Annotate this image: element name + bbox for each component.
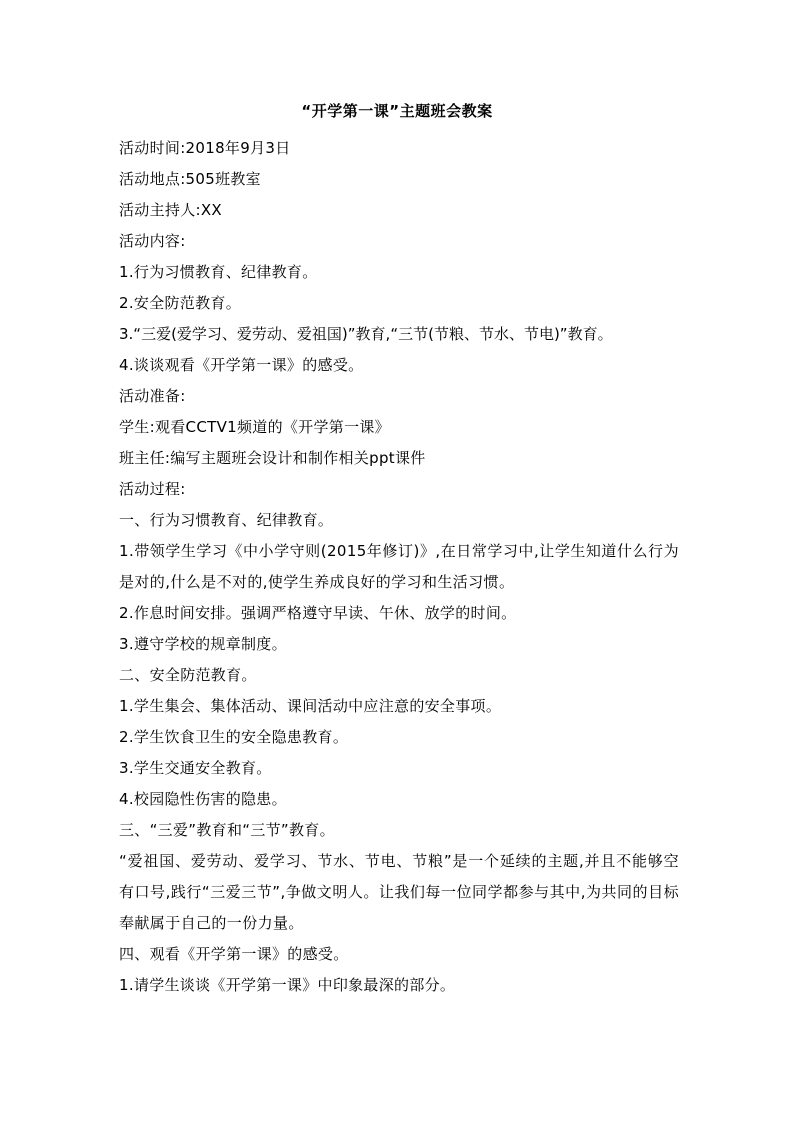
content-item: 4.谈谈观看《开学第一课》的感受。 bbox=[119, 356, 364, 374]
section-item: 2.作息时间安排。强调严格遵守早读、午休、放学的时间。 bbox=[119, 604, 517, 622]
prep-item: 班主任:编写主题班会设计和制作相关ppt课件 bbox=[119, 449, 426, 467]
section-heading: 一、行为习惯教育、纪律教育。 bbox=[119, 511, 334, 529]
prep-item: 学生:观看CCTV1频道的《开学第一课》 bbox=[119, 418, 390, 436]
section-heading: 二、安全防范教育。 bbox=[119, 666, 257, 684]
prep-heading: 活动准备: bbox=[119, 387, 186, 405]
section-item: 4.校园隐性伤害的隐患。 bbox=[119, 790, 287, 808]
section-item: 1.请学生谈谈《开学第一课》中印象最深的部分。 bbox=[119, 976, 456, 994]
section-item: 1.带领学生学习《中小学守则(2015年修订)》,在日常学习中,让学生知道什么行为是对的,什么是不对的,使学生养成良好的学习和生活习惯。 bbox=[119, 542, 679, 591]
content-heading: 活动内容: bbox=[119, 232, 186, 250]
section-heading: 四、观看《开学第一课》的感受。 bbox=[119, 945, 349, 963]
section-item: 3.学生交通安全教育。 bbox=[119, 759, 272, 777]
content-item: 3.“三爱(爱学习、爱劳动、爱祖国)”教育,“三节(节粮、节水、节电)”教育。 bbox=[119, 325, 613, 343]
document-body bbox=[119, 133, 679, 1001]
process-heading: 活动过程: bbox=[119, 480, 186, 498]
section-item: 2.学生饮食卫生的安全隐患教育。 bbox=[119, 728, 349, 746]
section-item: 3.遵守学校的规章制度。 bbox=[119, 635, 287, 653]
section-paragraph: “爱祖国、爱劳动、爱学习、节水、节电、节粮”是一个延续的主题,并且不能够空有口号,践行“三爱三节”,争做文明人。让我们每一位同学都参与其中,为共同的目标奉献属于自己的一份力量。 bbox=[119, 852, 679, 932]
activity-time: 活动时间:2018年9月3日 bbox=[119, 139, 291, 157]
content-item: 1.行为习惯教育、纪律教育。 bbox=[119, 263, 318, 281]
section-item: 1.学生集会、集体活动、课间活动中应注意的安全事项。 bbox=[119, 697, 502, 715]
content-item: 2.安全防范教育。 bbox=[119, 294, 242, 312]
activity-place: 活动地点:505班教室 bbox=[119, 170, 261, 188]
document-title: “开学第一课”主题班会教案 bbox=[301, 102, 493, 120]
activity-host: 活动主持人:XX bbox=[119, 201, 223, 219]
section-heading: 三、“三爱”教育和“三节”教育。 bbox=[119, 821, 335, 839]
